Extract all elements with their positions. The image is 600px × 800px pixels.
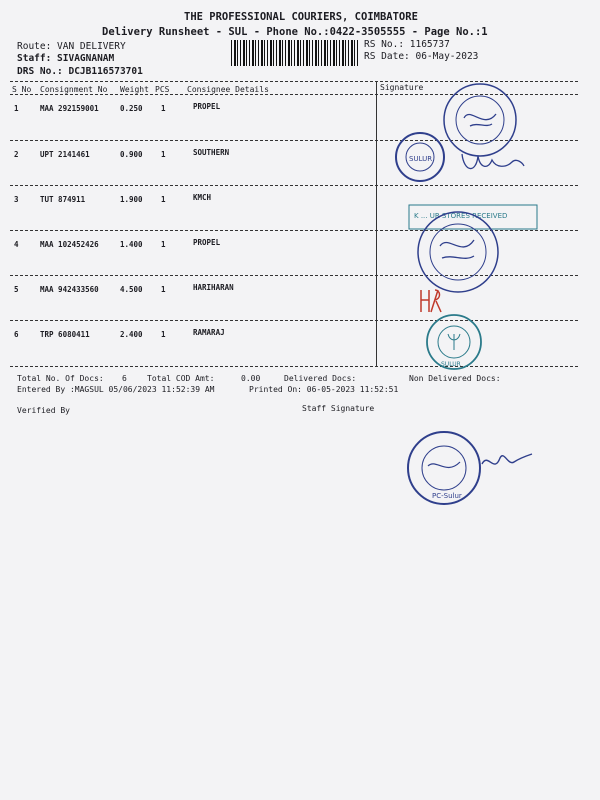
row-pcs: 1	[161, 285, 166, 294]
ramraj-sulur-text: SULUR	[441, 361, 461, 368]
pc-sulur-round-stamp	[402, 428, 542, 508]
company-title: THE PROFESSIONAL COURIERS, COIMBATORE	[184, 11, 418, 23]
signature-scribble-row2	[458, 148, 528, 178]
printed-on: Printed On: 06-05-2023 11:52:51	[249, 385, 399, 394]
hr-initials-mark	[418, 288, 442, 314]
drs-label: DRS No.: DCJB116573701	[17, 66, 143, 77]
signature-column-divider	[376, 82, 377, 366]
row-weight: 0.250	[120, 104, 143, 113]
route-label: Route: VAN DELIVERY	[17, 41, 126, 52]
row-weight: 0.900	[120, 150, 143, 159]
row-pcs: 1	[161, 195, 166, 204]
rs-date: RS Date: 06-May-2023	[364, 51, 479, 62]
row-consignment: MAA 942433560	[40, 285, 99, 294]
row-pcs: 1	[161, 150, 166, 159]
row-sno: 5	[14, 285, 19, 294]
total-docs-value: 6	[122, 374, 127, 383]
col-consignment: Consignment No	[40, 85, 108, 94]
row-consignment: UPT 2141461	[40, 150, 90, 159]
row-consignee: SOUTHERN	[193, 148, 230, 157]
entered-by: Entered By :MAGSUL 05/06/2023 11:52:39 AM	[17, 385, 215, 394]
cod-label: Total COD Amt:	[147, 374, 215, 383]
row-consignment: TRP 6080411	[40, 330, 90, 339]
rs-no: RS No.: 1165737	[364, 39, 450, 50]
barcode	[231, 40, 359, 66]
row-consignment: MAA 102452426	[40, 240, 99, 249]
staff-label: Staff: SIVAGNANAM	[17, 53, 115, 64]
row-sno: 6	[14, 330, 19, 339]
row-consignee: HARIHARAN	[193, 283, 234, 292]
row-rule	[10, 185, 578, 186]
runsheet-title: Delivery Runsheet - SUL - Phone No.:0422-3505555 - Page No.:1	[102, 26, 488, 38]
row-sno: 2	[14, 150, 19, 159]
non-delivered-label: Non Delivered Docs:	[409, 374, 501, 383]
propel-industries-stamp	[412, 208, 504, 296]
row-consignee: RAMARAJ	[193, 328, 225, 337]
row-weight: 2.400	[120, 330, 143, 339]
verified-by: Verified By	[17, 406, 70, 415]
cod-value: 0.00	[241, 374, 261, 383]
col-pcs: PCS	[155, 85, 170, 94]
row-consignee: KMCH	[193, 193, 212, 202]
row-consignee: PROPEL	[193, 102, 221, 111]
col-signature: Signature	[380, 83, 424, 92]
total-docs-label: Total No. Of Docs:	[17, 374, 104, 383]
pc-sulur-text: PC-Sulur	[432, 492, 462, 500]
row-sno: 3	[14, 195, 19, 204]
sulur-stamp-text: SULUR	[409, 155, 433, 163]
delivered-label: Delivered Docs:	[284, 374, 357, 383]
row-consignment: MAA 292159001	[40, 104, 99, 113]
row-pcs: 1	[161, 240, 166, 249]
col-consignee: Consignee Details	[187, 85, 269, 94]
row-consignment: TUT 874911	[40, 195, 86, 204]
row-weight: 1.400	[120, 240, 143, 249]
sulur-round-stamp	[394, 126, 446, 188]
col-sno: S No	[12, 85, 32, 94]
ramraj-cotton-stamp	[414, 312, 494, 372]
row-weight: 1.900	[120, 195, 143, 204]
row-pcs: 1	[161, 104, 166, 113]
row-weight: 4.500	[120, 285, 143, 294]
row-consignee: PROPEL	[193, 238, 221, 247]
row-sno: 1	[14, 104, 19, 113]
col-weight: Weight	[120, 85, 149, 94]
row-sno: 4	[14, 240, 19, 249]
stores-box-text: K ... UR STORES RECEIVED	[414, 212, 508, 220]
staff-signature: Staff Signature	[302, 404, 375, 413]
row-pcs: 1	[161, 330, 166, 339]
